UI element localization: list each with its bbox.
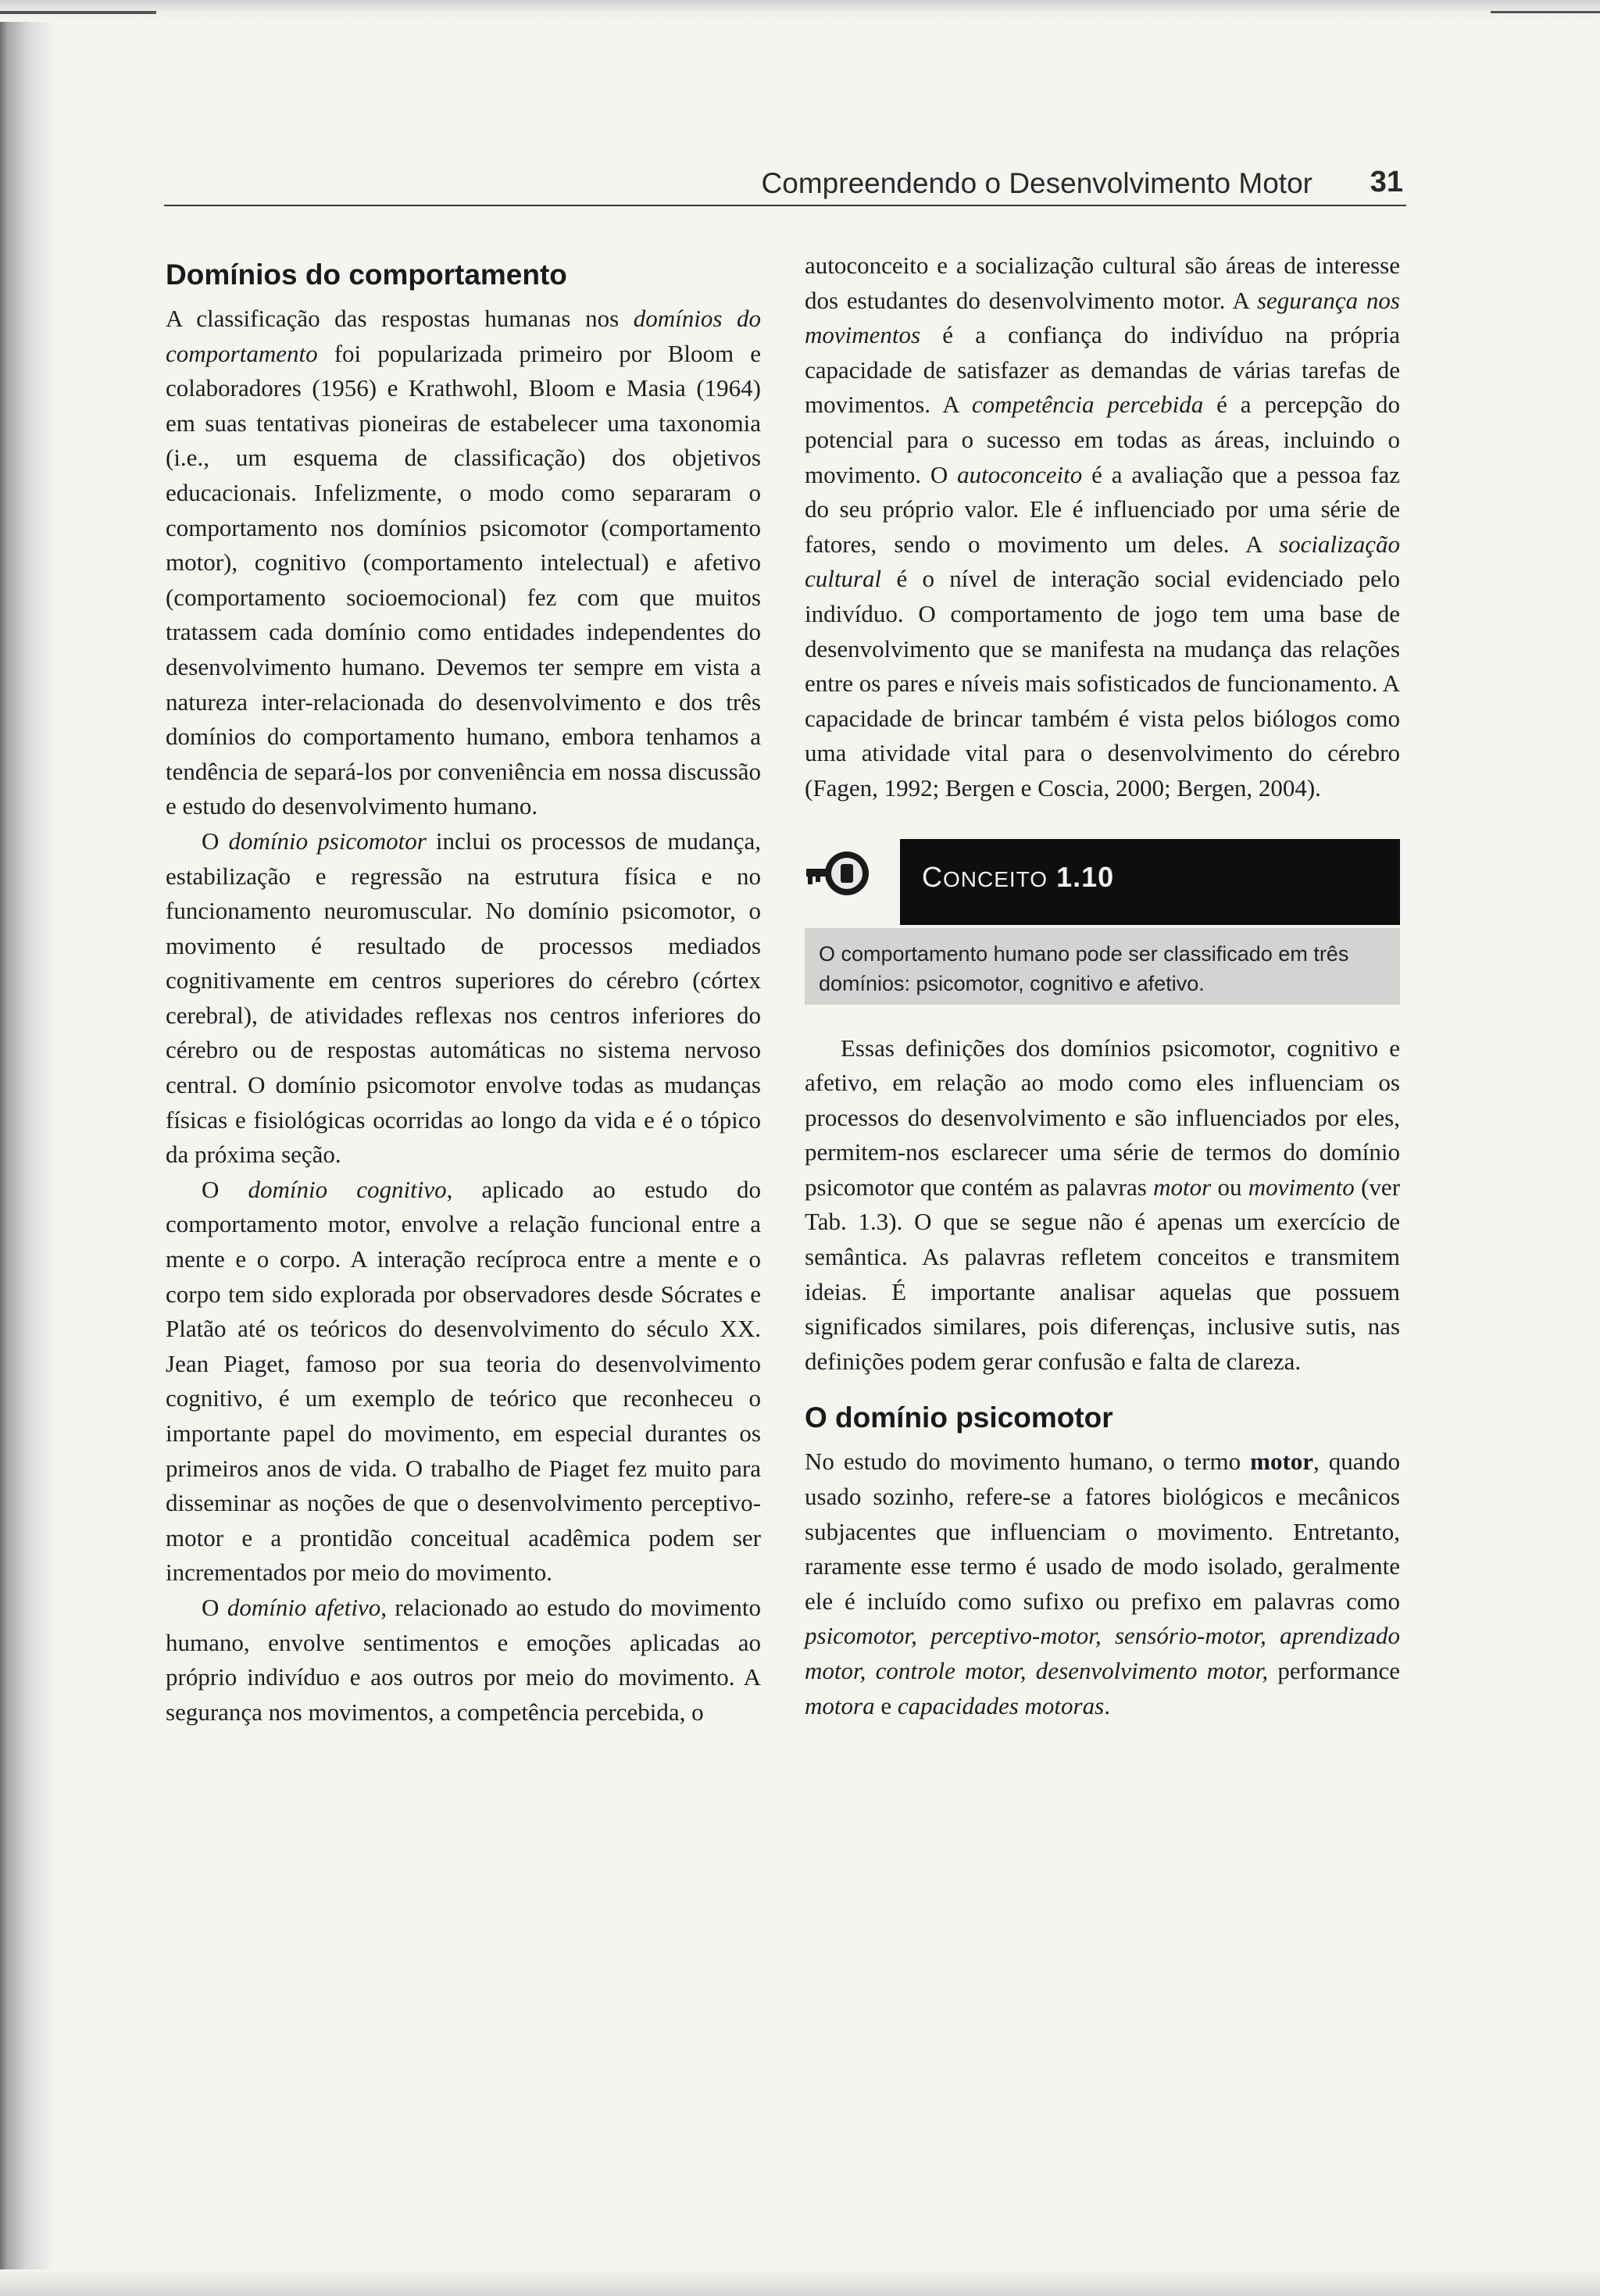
term-italic: domínios do comportamento <box>166 305 761 367</box>
text-run: O <box>202 1175 248 1203</box>
text-run: Essas definições dos domínios psicomotor, cognitivo e afetivo, em relação ao modo como eles influenciam os processos do desenvolvimento e são influenciados por eles, permitem-nos esclarecer uma série de termos do domínio psicomotor que contém as palavras <box>805 1034 1400 1201</box>
header-rule <box>164 205 1406 206</box>
term-italic: autoconceito <box>957 460 1083 488</box>
text-run: , relacionado ao estudo do movimento humano, envolve sentimentos e emoções aplicadas ao próprio indivíduo e aos outros por meio do movimento. A segurança nos movimentos, a competência percebida, o <box>166 1593 761 1726</box>
text-run: e <box>874 1691 898 1719</box>
text-run: , quando usado sozinho, refere-se a fatores biológicos e mecânicos subjacentes que influenciam o movimento. Entretanto, raramente esse termo é usado de modo isolado, geralmente ele é incluído como sufixo ou prefixo em palavras como <box>805 1448 1400 1615</box>
concept-number: 1.10 <box>1056 860 1115 893</box>
text-run: é o nível de interação social evidenciado pelo indivíduo. O comportamento de jogo tem uma base de desenvolvimento que se manifesta na mudança das relações entre os pares e níveis mais sofisticados de funcionamento. A capacidade de brincar também é vista pelos biólogos como uma atividade vital para o desenvolvimento do cérebro (Fagen, 1992; Bergen e Coscia, 2000; Bergen, 2004). <box>805 565 1400 802</box>
text-run: . <box>1104 1691 1110 1719</box>
text-run: O <box>202 1593 227 1621</box>
concept-box <box>805 839 1400 1011</box>
paragraph <box>805 1031 1400 1380</box>
term-bold: motor <box>1250 1448 1314 1476</box>
running-head <box>750 164 1406 208</box>
scan-spine-shadow <box>0 0 55 2296</box>
term-italic: segurança nos movimentos <box>805 286 1400 349</box>
concept-text: O comportamento humano pode ser classificado em três domínios: psicomotor, cognitivo e afetivo. <box>805 928 1400 1005</box>
text-run: é a confiança do indivíduo na própria capacidade de satisfazer as demandas de várias tarefas de movimentos. A <box>805 321 1400 419</box>
text-run: é a percepção do potencial para o sucesso em todas as áreas, incluindo o movimento. O <box>805 391 1400 488</box>
term-italic: domínio psicomotor <box>228 827 427 855</box>
section-heading-dominios: Domínios do comportamento <box>166 259 567 291</box>
scan-edge-mark <box>0 11 156 14</box>
paragraph <box>166 824 761 1173</box>
term-italic: socialização cultural <box>805 530 1400 593</box>
scan-top-edge <box>0 0 1600 22</box>
page-number: 31 <box>1370 166 1403 198</box>
scan-bottom-edge <box>0 2269 1600 2296</box>
concept-label-initial: C <box>922 860 943 893</box>
term-italic: domínio afetivo <box>227 1593 381 1621</box>
scan-edge-mark <box>1491 11 1600 13</box>
term-italic: capacidades motoras <box>897 1691 1105 1719</box>
paragraph <box>166 302 761 824</box>
paragraph <box>805 248 1400 806</box>
section-heading-psicomotor: O domínio psicomotor <box>805 1402 1113 1434</box>
key-icon <box>805 847 872 900</box>
left-column <box>166 248 761 1730</box>
text-run: (ver Tab. 1.3). O que se segue não é apenas um exercício de semântica. As palavras refletem conceitos e transmitem ideias. É importante analisar aquelas que possuem significados similares, pois diferenças, inclusive sutis, nas definições podem gerar confusão e falta de clareza. <box>805 1173 1401 1375</box>
text-run: No estudo do movimento humano, o termo <box>805 1448 1251 1476</box>
term-italic: psicomotor, perceptivo-motor, sensório-motor, aprendizado motor, controle motor, desenvolvimento motor, <box>805 1622 1400 1684</box>
text-run: ou <box>1211 1173 1248 1201</box>
running-head-title: Compreendendo o Desenvolvimento Motor <box>761 167 1312 199</box>
text-run: performance <box>1268 1657 1400 1684</box>
right-column <box>805 248 1400 1723</box>
paragraph <box>805 1444 1400 1723</box>
text-run: é a avaliação que a pessoa faz do seu próprio valor. Ele é influenciado por uma série de fatores, sendo o movimento um deles. A <box>805 460 1400 558</box>
concept-label <box>922 861 1114 894</box>
term-italic: motora <box>805 1691 875 1719</box>
text-run: foi popularizada primeiro por Bloom e colaboradores (1956) e Krathwohl, Bloom e Masia (1964) em suas tentativas pioneiras de estabelecer uma taxonomia (i.e., um esquema de classificação) dos objetivos educacionais. Infelizmente, o modo como separaram o comportamento nos domínios psicomotor (comportamento motor), cognitivo (comportamento intelectual) e afetivo (comportamento socioemocional) fez com que muitos tratassem cada domínio como entidades independentes do desenvolvimento humano. Devemos ter sempre em vista a natureza inter-relacionada do desenvolvimento e dos três domínios do comportamento humano, embora tenhamos a tendência de separá-los por conveniência em nossa discussão e estudo do desenvolvimento humano. <box>166 339 761 820</box>
term-italic: competência percebida <box>971 391 1204 419</box>
text-run: autoconceito e a socialização cultural são áreas de interesse dos estudantes do desenvolvimento motor. A <box>805 252 1400 314</box>
text-run: A classificação das respostas humanas nos <box>166 305 634 332</box>
term-italic: movimento <box>1248 1173 1355 1201</box>
paragraph <box>166 1591 761 1730</box>
paragraph <box>166 1173 761 1591</box>
term-italic: motor <box>1153 1173 1212 1201</box>
text-run: , aplicado ao estudo do comportamento motor, envolve a relação funcional entre a mente e o corpo. A interação recíproca entre a mente e o corpo tem sido explorada por observadores desde Sócrates e Platão até os teóricos do desenvolvimento do século XX. Jean Piaget, famoso por sua teoria do desenvolvimento cognitivo, é um exemplo de teórico que reconheceu o importante papel do movimento, em especial durantes os primeiros anos de vida. O trabalho de Piaget fez muito para disseminar as noções de que o desenvolvimento perceptivo-motor e a prontidão conceitual acadêmica podem ser incrementados por meio do movimento. <box>166 1175 761 1587</box>
text-run: O <box>202 827 229 855</box>
term-italic: domínio cognitivo <box>248 1175 447 1203</box>
text-run: inclui os processos de mudança, estabilização e regressão na estrutura física e no funcionamento neuromuscular. No domínio psicomotor, o movimento é resultado de processos mediados cognitivamente em centros superiores do cérebro (córtex cerebral), de atividades reflexas nos centros inferiores do cérebro ou de respostas automáticas no sistema nervoso central. O domínio psicomotor envolve todas as mudanças físicas e fisiológicas ocorridas ao longo da vida e é o tópico da próxima seção. <box>166 827 761 1169</box>
concept-label-rest: ONCEITO <box>943 866 1048 891</box>
